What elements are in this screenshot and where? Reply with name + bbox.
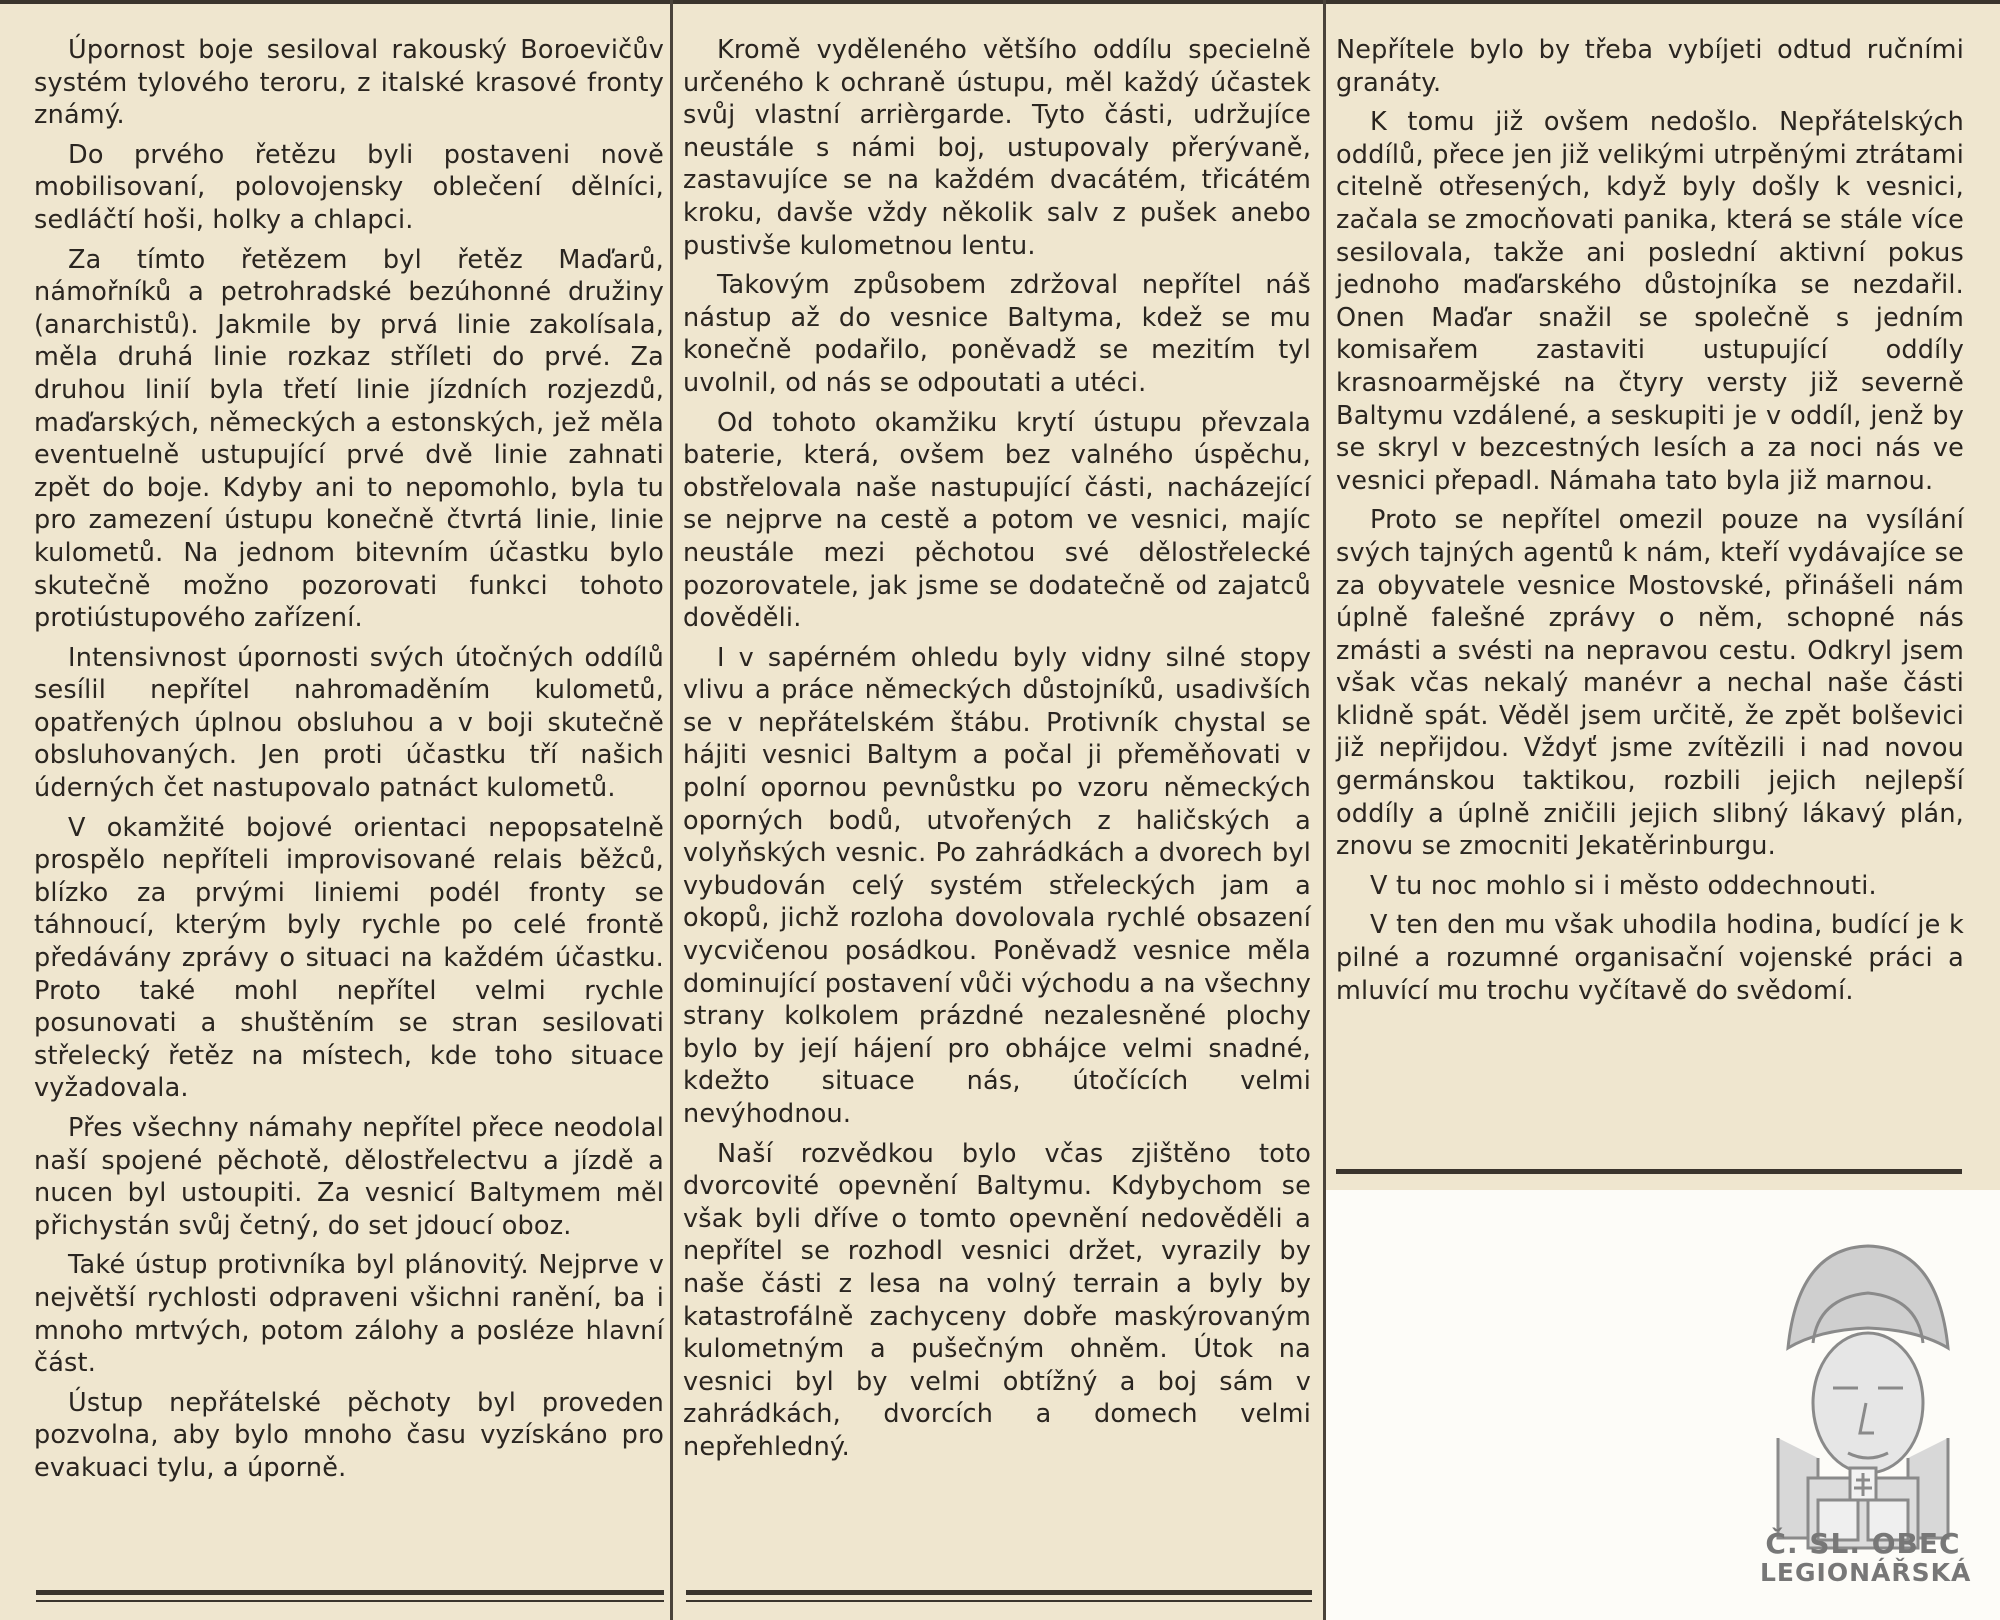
paragraph: V ten den mu však uhodila hodina, budící je k pilné a rozumné organisační vojenské práci a mluvící mu trochu vyčítavě do svědomí. — [1336, 910, 1964, 1006]
paragraph: Přes všechny námahy nepřítel přece neodolal naší spojené pěchotě, dělostřelectvu a jízdě a nucen byl ustoupiti. Za vesnicí Baltymem měl přichystán svůj četný, do set jdoucí obоz. — [34, 1113, 664, 1241]
paragraph: V tu noc mohlo si i město oddechnouti. — [1370, 870, 1877, 901]
column-divider — [670, 0, 673, 1620]
text-column-1 — [34, 34, 664, 1492]
logo-text-line2: LEGIONÁŘSKÁ — [1760, 1558, 1972, 1587]
logo-text-line1: Č. SL. OBEC — [1765, 1527, 1961, 1560]
paragraph: Proto se nepřítel omezil pouze na vysílání svých tajných agentů k nám, kteří vydávajíce se za obyvatele vesnice Mostovské, přinášeli nám úplně falešné zprávy o něm, schopné nás zmásti a svésti na nepravou cestu. Odkryl jsem však včas nekalý manévr a nechal naše části klidně spát. Věděl jsem určitě, že zpět bolševici již nepřijdou. Vždyť jsme zvítězili i nad novou germánskou taktikou, rozbili jejich nejlepší oddíly a úplně zničili jejich slibný lákavý plán, znovu se zmocniti Jekatěrinburgu. — [1336, 505, 1964, 862]
paragraph: I v sapérném ohledu byly vidny silné stopy vlivu a práce německých důstojníků, usadivších se v nepřátelském štábu. Protivník chystal se hájiti vesnici Baltym a počal ji přeměňovati v polní opornou pevnůstku po vzoru německých oporných bodů, utvořených z haličských a volyňských vesnic. Po zahrádkách a dvorech byl vybudován celý systém střeleckých jam a okopů, jichž rozloha dovolovala rychlé obsazení vycvičenou posádkou. Poněvadž vesnice měla dominující postavení vůči východu a na všechny strany kolkolem prázdné nezalesněné plochy bylo by její hájení pro obhájce velmi snadné, kdežto situace nás, útočících velmi nevýhodnou. — [683, 642, 1311, 1129]
column-end-rule — [36, 1600, 664, 1602]
column-end-rule — [36, 1590, 664, 1595]
paragraph: V okamžité bojové orientaci nepopsatelně prospělo nepříteli improvisované relais běžců, blízko za prvými liniemi podél fronty se táhnoucí, kterým byly rychle po celé frontě předávány zprávy o situaci na každém účastku. Proto také mohl nepřítel velmi rychle posunovati a shuštěním se stran sesilovati střelecký řetěz na místech, kde toho situace vyžadovala. — [34, 812, 664, 1104]
paragraph: Intensivnost úpornosti svých útočných oddílů sesílil nepřítel nahromaděním kulometů, opatřených úplnou obsluhou a v boji skutečně obsluhovaných. Jen proti účastku tří našich úderných čet nastupovalo patnáct kulometů. — [34, 642, 664, 804]
paragraph: Úpornost boje sesiloval rakouský Boroevičův systém tylového teroru, z italské krasové fronty známý. — [34, 35, 664, 131]
paragraph: Takovým způsobem zdržoval nepřítel náš nástup až do vesnice Baltyma, kdež se mu konečně podařilo, poněvadž se mezitím tyl uvolnil, od nás se odpoutati a utéci. — [683, 270, 1311, 398]
column-end-rule — [686, 1600, 1312, 1602]
column-end-rule — [1336, 1169, 1962, 1174]
paragraph: Kromě vyděleného většího oddílu specielně určeného k ochraně ústupu, měl každý účastek svůj vlastní arrièrgarde. Tyto části, udržujíce neustále s námi boj, ustupovaly přerývaně, zastavujíce se na každém dvacátém, třicátém kroku, davše vždy několik salv z pušek anebo pustivše kulometnou lentu. — [683, 35, 1311, 261]
top-rule — [0, 0, 2000, 4]
paragraph: Do prvého řetězu byli postaveni nově mobilisovaní, polovojensky oblečení dělníci, sedláčtí hoši, holky a chlapci. — [34, 139, 664, 235]
text-column-2 — [683, 34, 1311, 1471]
paragraph: Ústup nepřátelské pěchoty byl proveden pozvolna, aby bylo mnoho času vyzískáno pro evakuaci tylu, a úporně. — [34, 1387, 664, 1483]
paragraph: Za tímto řetězem byl řetěz Maďarů, námořníků a petrohradské bezúhonné družiny (anarchistů). Jakmile by prvá linie zakolísala, měla druhá linie rozkaz stříleti do prvé. Za druhou linií byla třetí linie jízdních rozjezdů, maďarských, německých a estonských, jež měla eventuelně ustupující prvé dvě linie zahnati zpět do boje. Kdyby ani to nepomohlo, byla tu pro zamezení ústupu konečně čtvrtá linie, linie kulometů. Na jednom bitevním účastku bylo skutečně možno pozorovati funkci tohoto protiústupového zařízení. — [34, 244, 664, 634]
column-end-rule — [686, 1590, 1312, 1595]
paragraph: Naší rozvědkou bylo včas zjištěno toto dvorcovité opevnění Baltymu. Kdybychom se však byli dříve o tomto opevnění nedověděli a nepřítel se rozhodl vesnici držet, vyrazily by naše části z lesa na volný terrain a byly by katastrofálně zachyceny dobře maskýrovaným kulometným a pušečným ohněm. Útok na vesnici byl by velmi obtížný a boj sám v zahrádkách, dvorcích a domech velmi nepřehledný. — [683, 1138, 1311, 1462]
text-column-3 — [1336, 34, 1964, 1014]
paragraph: Nepřítele bylo by třeba vybíjeti odtud ručními granáty. — [1336, 35, 1964, 98]
paragraph: K tomu již ovšem nedošlo. Nepřátelských oddílů, přece jen již velikými utrpěnými ztrátami citelně otřesených, když byly došly k vesnici, začala se zmocňovati panika, která se stále více sesilovala, takže ani poslední aktivní pokus jednoho maďarského důstojníka se nezdařil. Onen Maďar snažil se společně s jedním komisařem zastaviti ustupující oddíly krasnoarmějské na čtyry versty již severně Baltymu vzdálené, a seskupiti je v oddíl, jenž by se skryl v bezcestných lesích a za noci nás ve vesnici přepadl. Námaha tato byla již marnou. — [1336, 107, 1964, 496]
paragraph: Také ústup protivníka byl plánovitý. Nejprve v největší rychlosti odpraveni všichni ranění, ba i mnoho mrtvých, potom zálohy a posléze hlavní část. — [34, 1250, 664, 1379]
paragraph: Od tohoto okamžiku krytí ústupu převzala baterie, která, ovšem bez valného úspěchu, obstřelovala naše nastupující části, nacházející se nejprve na cestě a potom ve vesnici, majíc neustále mezi pěchotou své dělostřelecké pozorovatele, jak jsme se dodatečně od zajatců dověděli. — [683, 407, 1311, 634]
